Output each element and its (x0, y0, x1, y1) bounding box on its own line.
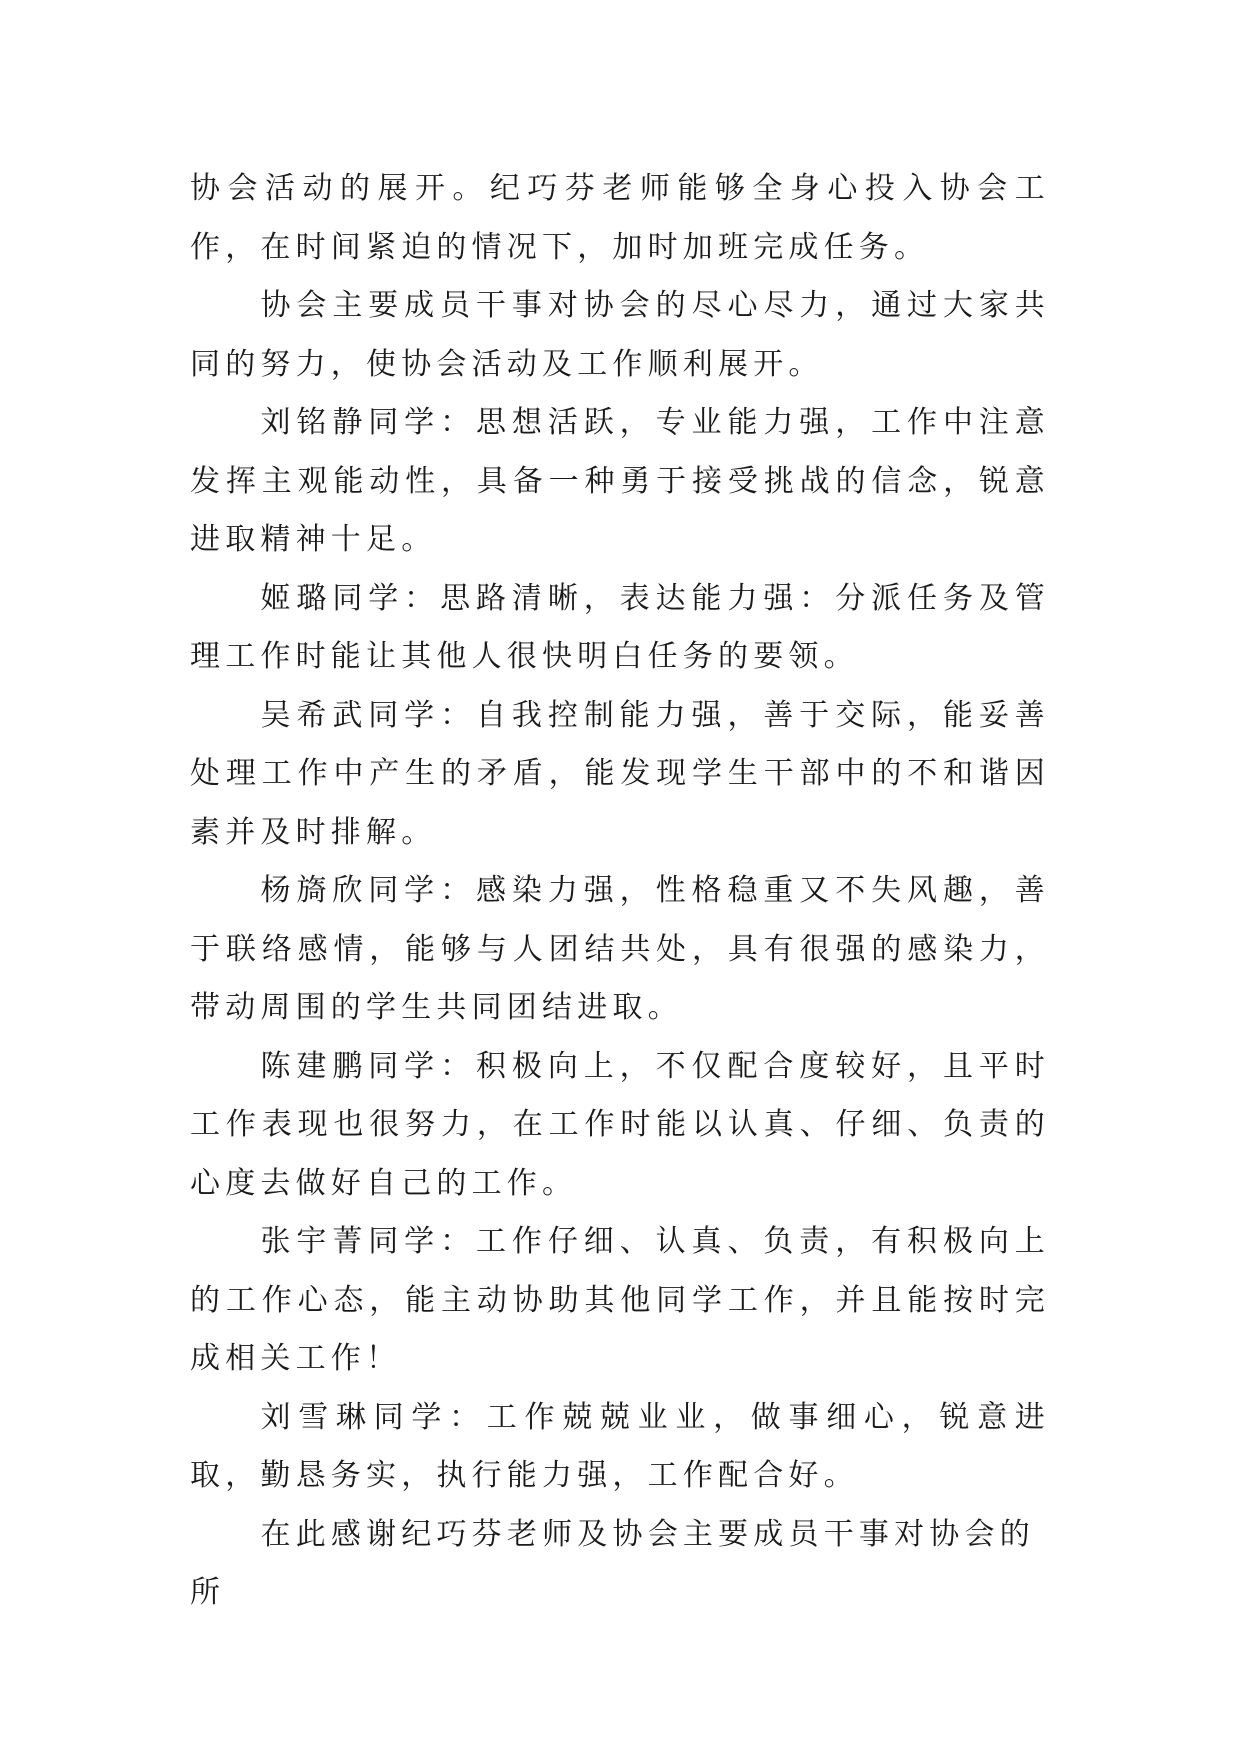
paragraph-6: 杨旖欣同学：感染力强，性格稳重又不失风趣，善于联络感情，能够与人团结共处，具有很强的感染力，带动周围的学生共同团结进取。 (190, 873, 1050, 1025)
paragraph-9: 刘雪琳同学：工作兢兢业业，做事细心，锐意进取，勤恳务实，执行能力强，工作配合好。 (190, 1399, 1050, 1493)
paragraph-7: 陈建鹏同学：积极向上，不仅配合度较好，且平时工作表现也很努力，在工作时能以认真、仔细、负责的心度去做好自己的工作。 (190, 1048, 1050, 1201)
paragraph-3: 刘铭静同学：思想活跃，专业能力强，工作中注意发挥主观能动性，具备一种勇于接受挑战的信念，锐意进取精神十足。 (190, 405, 1050, 557)
paragraph-8: 张宇菁同学：工作仔细、认真、负责，有积极向上的工作心态，能主动协助其他同学工作，并且能按时完成相关工作！ (190, 1224, 1050, 1376)
paragraph-4: 姬璐同学：思路清晰，表达能力强：分派任务及管理工作时能让其他人很快明白任务的要领。 (190, 580, 1050, 674)
paragraph-1: 协会活动的展开。纪巧芬老师能够全身心投入协会工作，在时间紧迫的情况下，加时加班完成任务。 (190, 171, 1050, 265)
document-body (190, 160, 1050, 1623)
paragraph-2: 协会主要成员干事对协会的尽心尽力，通过大家共同的努力，使协会活动及工作顺利展开。 (190, 288, 1050, 382)
paragraph-10: 在此感谢纪巧芬老师及协会主要成员干事对协会的所 (190, 1516, 1035, 1610)
paragraph-5: 吴希武同学：自我控制能力强，善于交际，能妥善处理工作中产生的矛盾，能发现学生干部中的不和谐因素并及时排解。 (190, 697, 1050, 850)
